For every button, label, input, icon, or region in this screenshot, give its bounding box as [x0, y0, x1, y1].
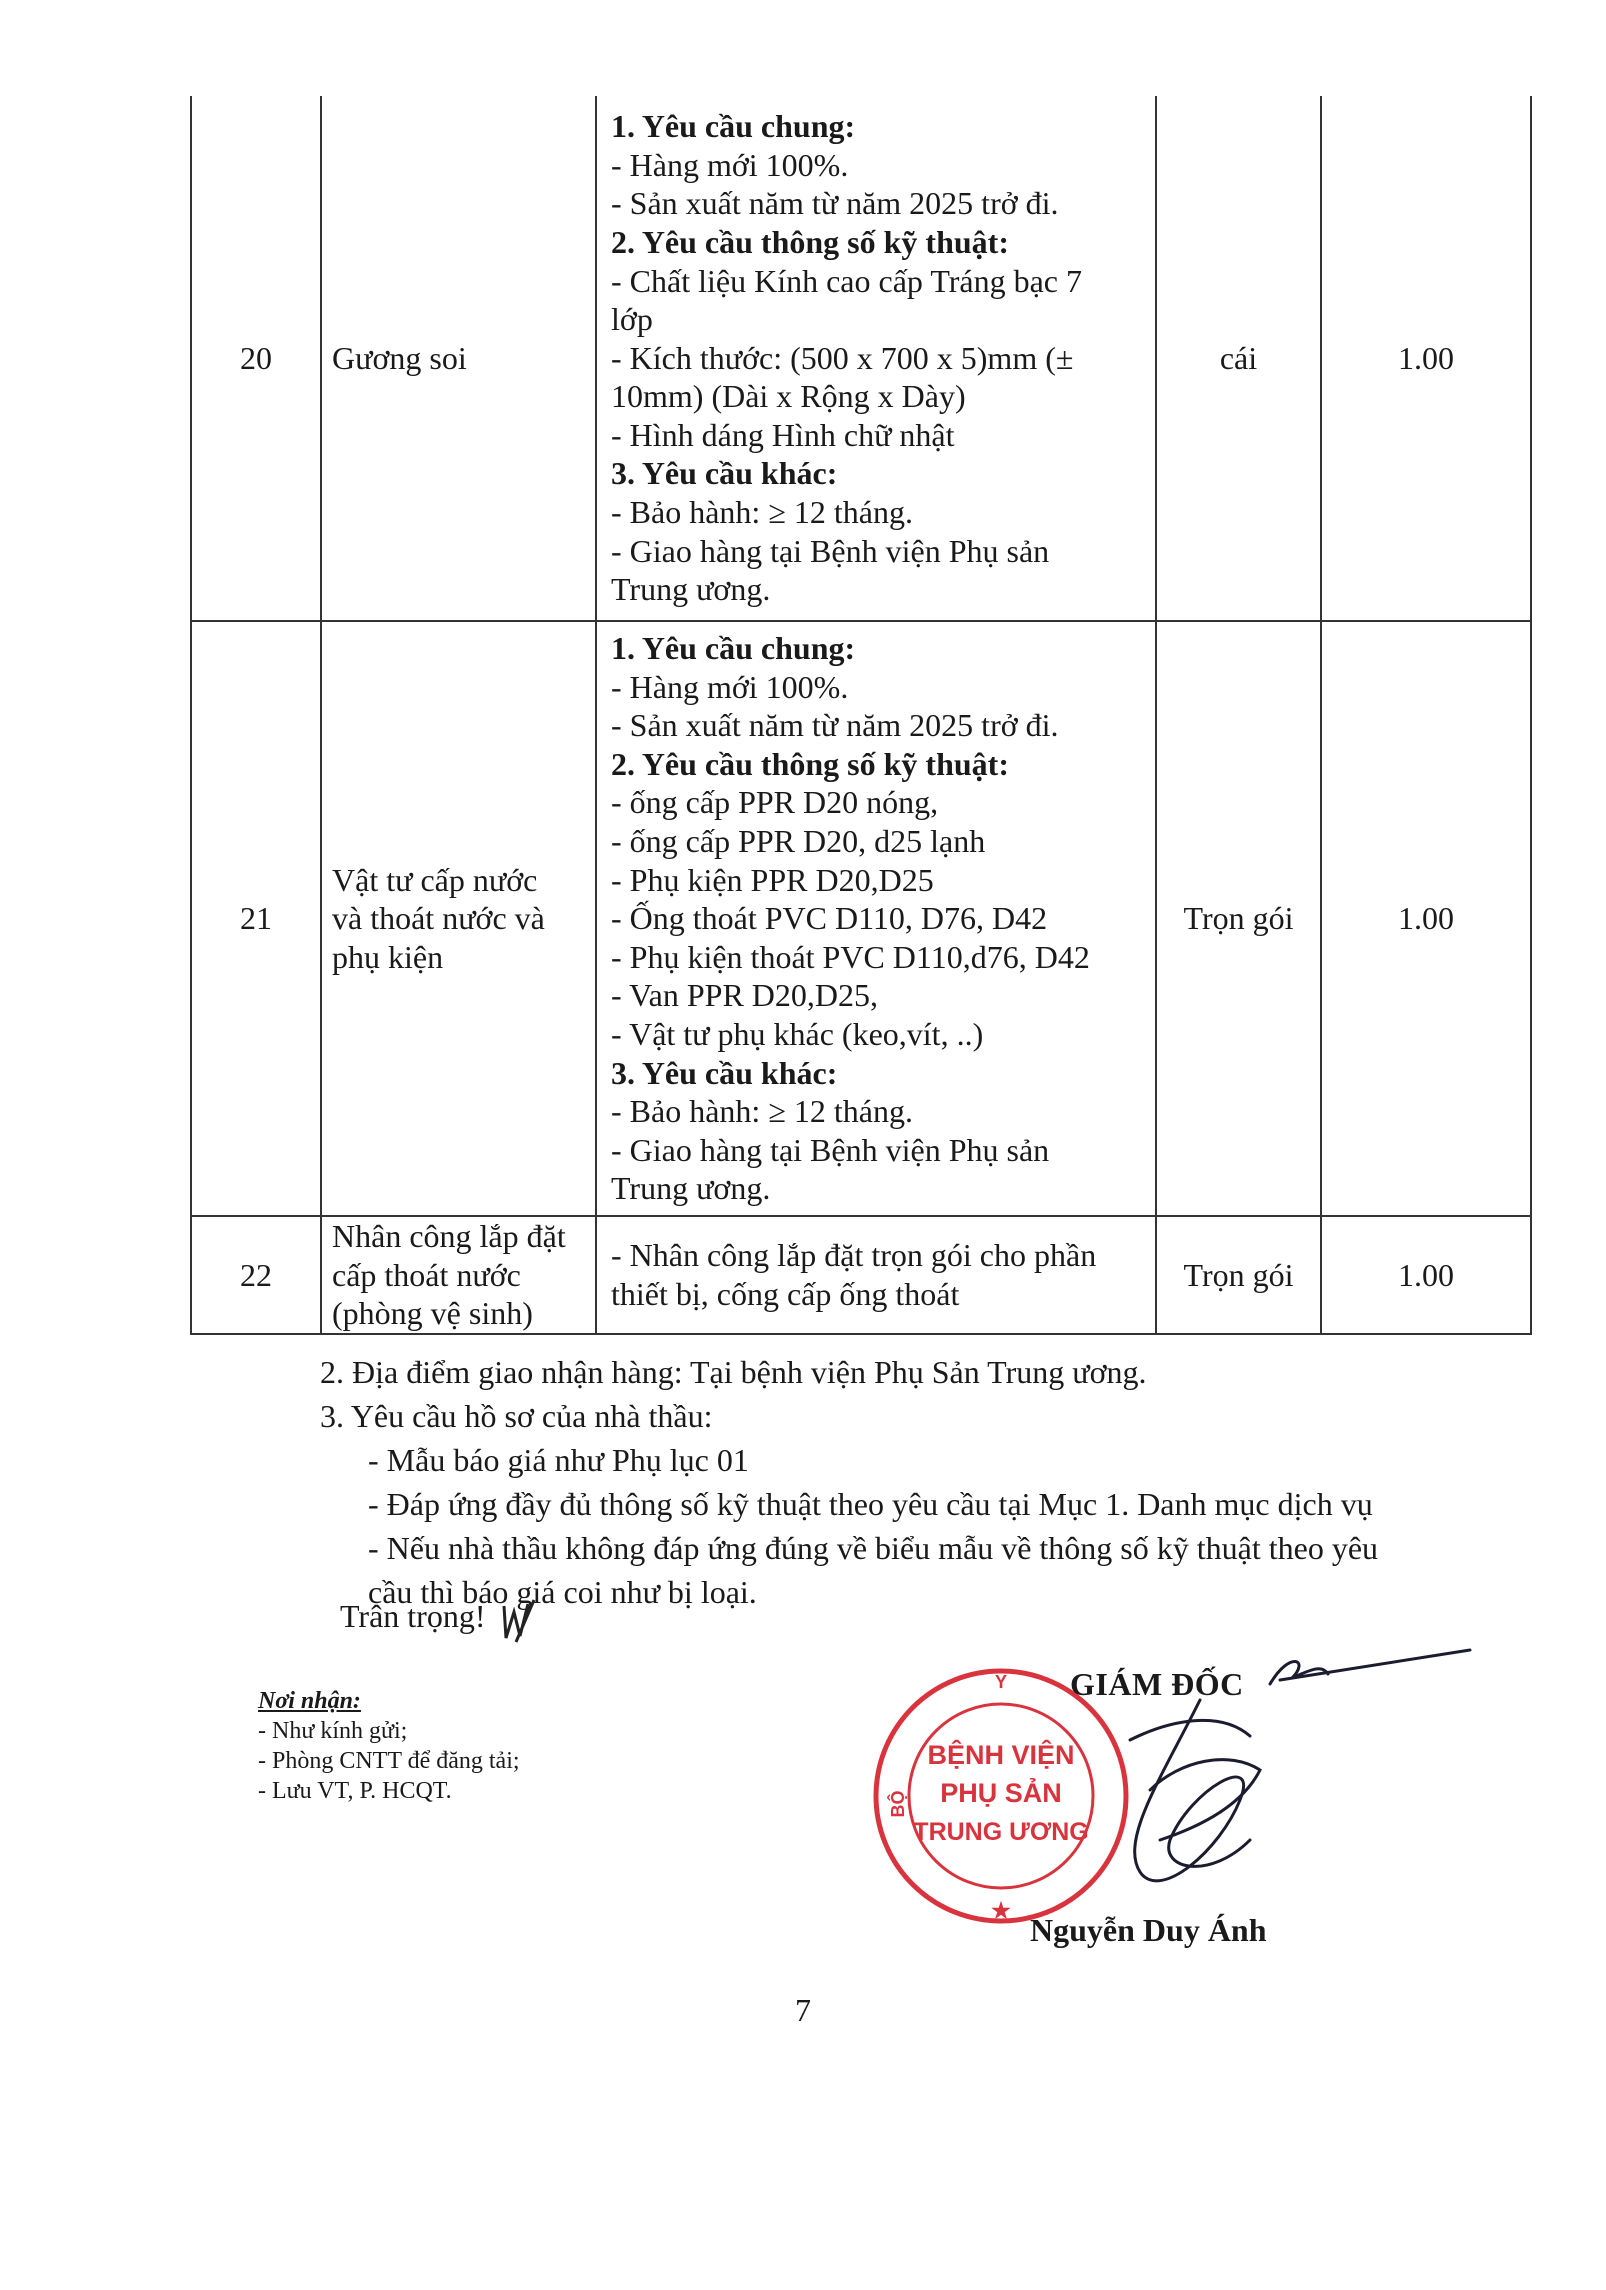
requirement-heading: 2. Yêu cầu thông số kỹ thuật: — [611, 745, 1009, 782]
item-name-line: phụ kiện — [332, 938, 444, 975]
cell-stt: 22 — [191, 1216, 321, 1334]
cell-quantity: 1.00 — [1321, 621, 1531, 1216]
requirement-line: - Hàng mới 100%. — [611, 668, 849, 705]
cell-unit: Trọn gói — [1156, 1216, 1321, 1334]
requirement-line: - Hình dáng Hình chữ nhật — [611, 416, 955, 453]
requirement-line: - Kích thước: (500 x 700 x 5)mm (± — [611, 339, 1074, 376]
recipients-title: Nơi nhận: — [258, 1688, 361, 1714]
director-name: Nguyễn Duy Ánh — [1030, 1912, 1267, 1948]
requirement-line: - Van PPR D20,D25, — [611, 977, 878, 1014]
note-delivery-location: 2. Địa điểm giao nhận hàng: Tại bệnh viện Phụ Sản Trung ương. — [320, 1354, 1147, 1390]
cell-requirements — [596, 96, 1156, 621]
requirement-line: - Bảo hành: ≥ 12 tháng. — [611, 494, 913, 531]
note-sub-disqualify: - Nếu nhà thầu không đáp ứng đúng về biểu mẫu về thông số kỹ thuật theo yêu — [368, 1530, 1379, 1566]
cell-requirements — [596, 621, 1156, 1216]
recipient-item: - Lưu VT, P. HCQT. — [258, 1778, 452, 1804]
spec-table — [190, 96, 1532, 1335]
requirement-heading: 1. Yêu cầu chung: — [611, 630, 856, 667]
stamp-line-3: TRUNG ƯƠNG — [913, 1818, 1089, 1846]
closing-text: Trân trọng! — [340, 1598, 486, 1634]
requirement-line: - Phụ kiện thoát PVC D110,d76, D42 — [611, 938, 1090, 975]
item-name-line: (phòng vệ sinh) — [332, 1295, 533, 1332]
cell-quantity: 1.00 — [1321, 1216, 1531, 1334]
stamp-left-text: BỘ — [888, 1790, 908, 1818]
recipient-item: - Như kính gửi; — [258, 1718, 408, 1744]
requirement-line: - Sản xuất năm từ năm 2025 trở đi. — [611, 707, 1059, 744]
note-sub-disqualify-cont: cầu thì báo giá coi như bị loại. — [368, 1574, 757, 1610]
requirement-heading: 3. Yêu cầu khác: — [611, 1054, 838, 1091]
requirement-line: lớp — [611, 301, 653, 338]
item-name-line: Vật tư cấp nước — [332, 861, 538, 898]
requirement-heading: 2. Yêu cầu thông số kỹ thuật: — [611, 223, 1009, 260]
table-row — [191, 1216, 1531, 1334]
item-name-line: và thoát nước và — [332, 900, 545, 937]
table-row — [191, 621, 1531, 1216]
cell-unit: Trọn gói — [1156, 621, 1321, 1216]
stamp-line-2: PHỤ SẢN — [940, 1778, 1062, 1808]
requirement-line: - Sản xuất năm từ năm 2025 trở đi. — [611, 185, 1059, 222]
notes-section — [320, 1350, 1378, 1614]
note-bid-requirements: 3. Yêu cầu hồ sơ của nhà thầu: — [320, 1398, 713, 1434]
requirement-line: - Bảo hành: ≥ 12 tháng. — [611, 1093, 913, 1130]
requirement-heading: 3. Yêu cầu khác: — [611, 455, 838, 492]
director-signature — [1060, 1640, 1480, 1900]
requirement-line: - Nhân công lắp đặt trọn gói cho phần — [611, 1237, 1097, 1274]
requirement-line: - Hàng mới 100%. — [611, 146, 849, 183]
cell-stt: 21 — [191, 621, 321, 1216]
recipient-item: - Phòng CNTT để đăng tải; — [258, 1748, 520, 1774]
svg-text:★: ★ — [991, 1898, 1011, 1923]
item-name-line: Gương soi — [332, 339, 467, 376]
cell-item-name — [321, 96, 596, 621]
requirement-line: Trung ương. — [611, 571, 771, 608]
recipients-block — [258, 1686, 520, 1806]
requirement-line: thiết bị, cống cấp ống thoát — [611, 1276, 960, 1312]
requirement-line: Trung ương. — [611, 1170, 771, 1207]
item-name-line: cấp thoát nước — [332, 1256, 521, 1293]
cell-item-name — [321, 621, 596, 1216]
cell-unit: cái — [1156, 96, 1321, 621]
requirement-line: - Phụ kiện PPR D20,D25 — [611, 861, 934, 898]
requirement-line: - Vật tư phụ khác (keo,vít, ..) — [611, 1015, 984, 1052]
item-name-line: Nhân công lắp đặt — [332, 1218, 566, 1255]
stamp-top-letter: Y — [994, 1672, 1008, 1692]
note-sub-spec-compliance: - Đáp ứng đầy đủ thông số kỹ thuật theo yêu cầu tại Mục 1. Danh mục dịch vụ — [368, 1486, 1373, 1522]
page-number: 7 — [795, 1992, 811, 2028]
requirement-line: - Chất liệu Kính cao cấp Tráng bạc 7 — [611, 262, 1082, 299]
requirement-line: - ống cấp PPR D20 nóng, — [611, 784, 939, 821]
requirement-line: 10mm) (Dài x Rộng x Dày) — [611, 378, 966, 415]
table-row — [191, 96, 1531, 621]
cell-stt: 20 — [191, 96, 321, 621]
cell-item-name — [321, 1216, 596, 1334]
initial-mark — [498, 1598, 538, 1648]
cell-requirements — [596, 1216, 1156, 1334]
cell-quantity: 1.00 — [1321, 96, 1531, 621]
requirement-heading: 1. Yêu cầu chung: — [611, 108, 856, 145]
requirement-line: - Giao hàng tại Bệnh viện Phụ sản — [611, 532, 1050, 569]
requirement-line: - Ống thoát PVC D110, D76, D42 — [611, 900, 1048, 937]
director-title: GIÁM ĐỐC — [1070, 1666, 1244, 1702]
requirement-line: - ống cấp PPR D20, d25 lạnh — [611, 823, 986, 860]
stamp-line-1: BỆNH VIỆN — [927, 1740, 1075, 1770]
note-sub-quote-form: - Mẫu báo giá như Phụ lục 01 — [368, 1442, 749, 1478]
requirement-line: - Giao hàng tại Bệnh viện Phụ sản — [611, 1131, 1050, 1168]
